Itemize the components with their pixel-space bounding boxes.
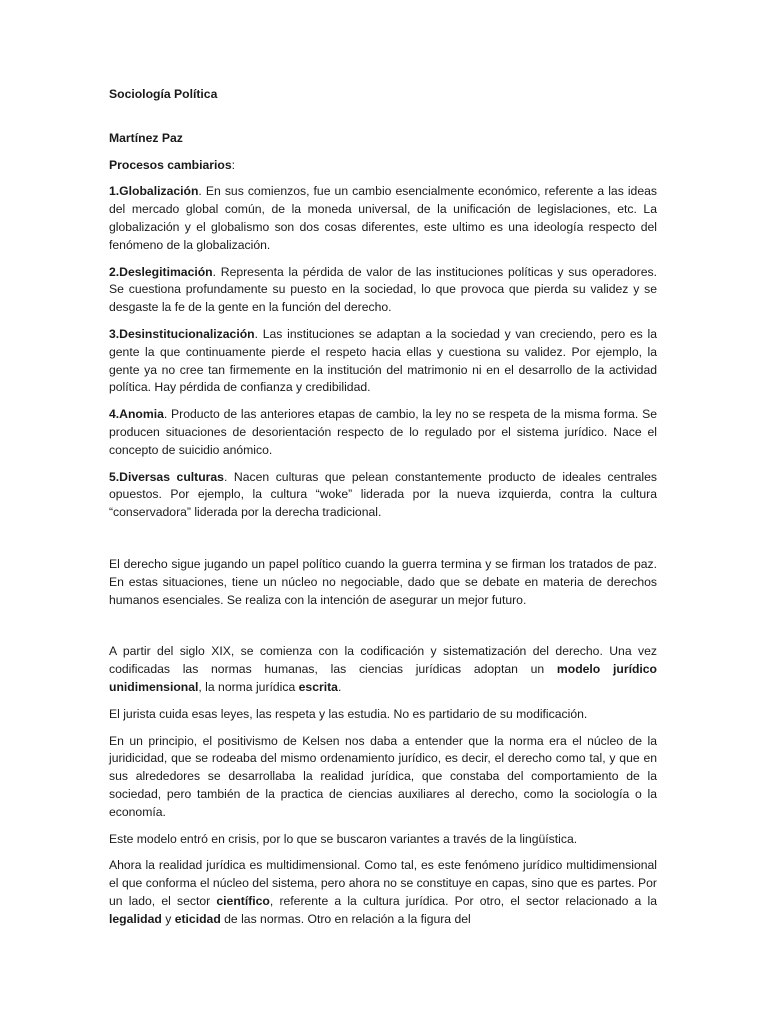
- procesos-heading: [109, 157, 657, 175]
- bold-run: científico: [216, 893, 270, 908]
- bold-run: modelo jurídico unidimensional: [109, 662, 658, 694]
- text-run: , referente a la cultura jurídica. Por otro, el sector relacionado a la: [269, 893, 658, 908]
- paragraph-kelsen: En un principio, el positivismo de Kelsen nos daba a entender que la norma era el núcleo de la juridicidad, que se rodeaba del mismo ordenamiento jurídico, es decir, el derecho como tal, y que en sus alrededores se desarrollaba la realidad jurídica, que constaba del comportamiento de la sociedad, pero también de la practica de ciencias auxiliares al derecho, como la sociología o la economía.: [109, 733, 657, 819]
- item-text: . Representa la pérdida de valor de las instituciones políticas y sus operadores. Se cuestiona profundamente su puesto en la sociedad, lo que provoca que pierda su validez y se desgaste la fe de la gente en la función del derecho.: [109, 264, 657, 315]
- list-item-anomia: [109, 406, 657, 459]
- item-title: 4.Anomia: [109, 407, 164, 422]
- item-title: 2.Deslegitimación: [109, 264, 213, 279]
- item-title: 3.Desinstitucionalización: [109, 326, 255, 341]
- item-title: 1.Globalización: [109, 184, 199, 199]
- paragraph-multidimensional: [109, 857, 657, 928]
- item-text: . Producto de las anteriores etapas de cambio, la ley no se respeta de la misma forma. Se producen situaciones de desorientación respecto de lo regulado por el sistema jurídico. Nace el concepto de suicidio anómico.: [109, 407, 657, 457]
- paragraph-jurista: El jurista cuida esas leyes, las respeta y las estudia. No es partidario de su modificación.: [109, 706, 588, 721]
- author-name: Martínez Paz: [109, 130, 183, 145]
- item-title: 5.Diversas culturas: [109, 469, 224, 484]
- item-text: . Las instituciones se adaptan a la sociedad y van creciendo, pero es la gente la que continuamente pierde el respeto hacia ellas y cuestiona su validez. Por ejemplo, la gente ya no cree tan firmemente en la institución del matrimonio ni en el desarrollo de la actividad política. Hay pérdida de confianza y credibilidad.: [109, 326, 657, 395]
- list-item-desinstitucionalizacion: [109, 326, 657, 397]
- list-item-globalizacion: [109, 183, 657, 254]
- text-run: , la norma jurídica: [198, 679, 299, 694]
- bold-run: eticidad: [174, 911, 221, 926]
- item-text: . Nacen culturas que pelean constantemente producto de ideales centrales opuestos. Por ejemplo, la cultura “woke” liderada por la nueva izquierda, contra la cultura “conservadora” liderada por la derecha tradicional.: [109, 469, 657, 520]
- text-run: de las normas. Otro en relación a la figura del: [220, 911, 471, 926]
- paragraph-siglo-xix: [109, 643, 657, 696]
- text-run: Ahora la realidad jurídica es multidimensional. Como tal, es este fenómeno jurídico multidimensional el que conforma el núcleo del sistema, pero ahora no se constituye en capas, sino que es partes. Por un lado, el sector: [109, 858, 657, 908]
- doc-title: Sociología Política: [109, 87, 218, 101]
- procesos-label: Procesos cambiarios: [109, 157, 232, 172]
- bold-run: escrita: [298, 679, 338, 694]
- list-item-deslegitimacion: [109, 264, 657, 317]
- text-run: .: [337, 679, 342, 694]
- procesos-colon: :: [231, 157, 236, 172]
- text-run: A partir del siglo XIX, se comienza con la codificación y sistematización del derecho. Una vez codificadas las normas humanas, las ciencias jurídicas adoptan un: [109, 644, 657, 677]
- text-run: y: [161, 911, 175, 926]
- paragraph-crisis: Este modelo entró en crisis, por lo que se buscaron variantes a través de la lingüística.: [109, 831, 578, 846]
- item-text: . En sus comienzos, fue un cambio esencialmente económico, referente a las ideas del mercado global común, de la moneda universal, de la unificación de legislaciones, etc. La globalización y el globalismo son dos cosas diferentes, este ultimo es una ideología respecto del fenómeno de la globalización.: [109, 184, 657, 252]
- bold-run: legalidad: [109, 911, 162, 926]
- paragraph-derecho: El derecho sigue jugando un papel político cuando la guerra termina y se firman los tratados de paz. En estas situaciones, tiene un núcleo no negociable, dado que se debate en materia de derechos humanos esenciales. Se realiza con la intención de asegurar un mejor futuro.: [109, 556, 657, 607]
- list-item-diversas-culturas: [109, 469, 657, 522]
